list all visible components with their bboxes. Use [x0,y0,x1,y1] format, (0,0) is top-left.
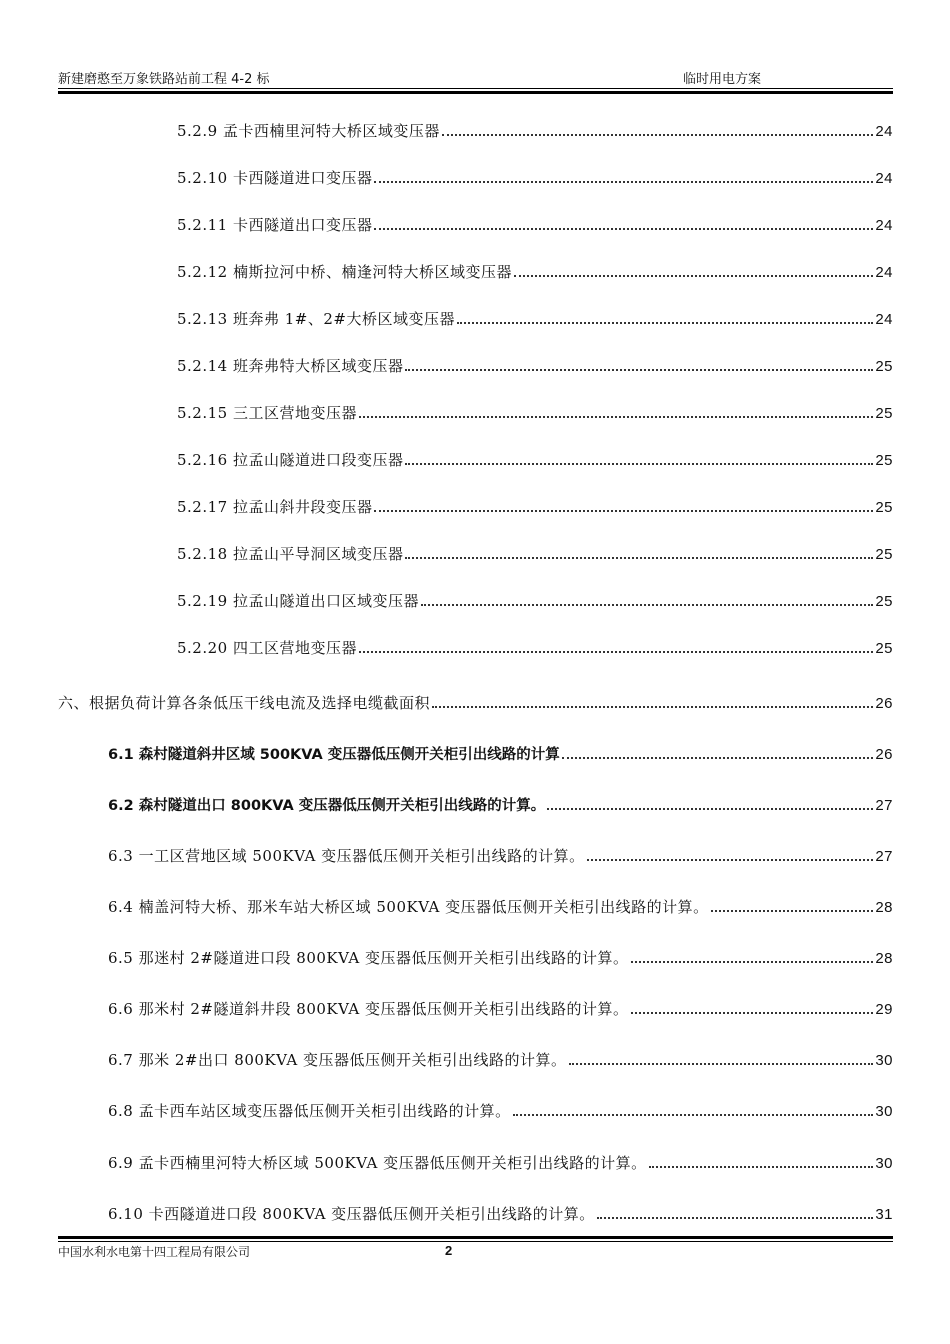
toc-entry-label: 5.2.19 拉孟山隧道出口区域变压器 [177,592,419,610]
toc-entry[interactable] [108,998,893,1019]
dot-leader [442,134,873,136]
toc-entry-label: 六、根据负荷计算各条低压干线电流及选择电缆截面积 [58,694,431,712]
toc-entry-page: 25 [875,546,893,563]
toc-entry-label: 6.5 那迷村 2#隧道进口段 800KVA 变压器低压侧开关柜引出线路的计算。 [108,949,629,967]
dot-leader [547,808,873,810]
toc-entry-label: 6.4 楠盖河特大桥、那米车站大桥区域 500KVA 变压器低压侧开关柜引出线路的计算。 [108,898,709,916]
toc-entry-label: 6.9 孟卡西楠里河特大桥区域 500KVA 变压器低压侧开关柜引出线路的计算。 [108,1154,647,1172]
toc-entry-label: 5.2.14 班奔弗特大桥区域变压器 [177,357,404,375]
toc-entry[interactable] [177,637,893,658]
footer-rule-thin [58,1241,893,1242]
dot-leader [432,706,873,708]
toc-entry-page: 27 [875,848,893,865]
page-header [58,68,893,88]
toc-entry[interactable] [108,1152,893,1173]
company-name: 中国水利水电第十四工程局有限公司 [58,1245,251,1259]
dot-leader [405,369,873,371]
toc-entry-page: 24 [875,170,893,187]
dot-leader [405,463,873,465]
toc-entry[interactable] [108,1203,893,1224]
toc-entry[interactable] [177,402,893,423]
dot-leader [562,757,874,759]
toc-entry[interactable] [108,1049,893,1070]
toc-entry-label: 5.2.18 拉孟山平导洞区域变压器 [177,545,404,563]
toc-entry[interactable] [108,845,893,866]
toc-entry-page: 24 [875,264,893,281]
toc-entry-label: 6.6 那米村 2#隧道斜井段 800KVA 变压器低压侧开关柜引出线路的计算。 [108,1000,629,1018]
toc-entry[interactable] [108,1100,893,1121]
dot-leader [374,228,873,230]
toc-entry-label: 5.2.20 四工区营地变压器 [177,639,357,657]
toc-entry[interactable] [177,543,893,564]
toc-entry[interactable] [177,496,893,517]
toc-entry-page: 25 [875,405,893,422]
toc-entry-page: 30 [875,1052,893,1069]
toc-entry-page: 31 [875,1206,893,1223]
toc-entry[interactable] [177,120,893,141]
dot-leader [631,961,874,963]
toc-entry[interactable] [108,896,893,917]
toc-entry[interactable] [108,743,893,764]
toc-entry-page: 25 [875,358,893,375]
toc-entry-page: 25 [875,640,893,657]
header-rule-thick [58,91,893,94]
toc-entry-label: 6.7 那米 2#出口 800KVA 变压器低压侧开关柜引出线路的计算。 [108,1051,567,1069]
dot-leader [513,1114,874,1116]
toc-entry-page: 25 [875,593,893,610]
toc-entry-label: 5.2.10 卡西隧道进口变压器 [177,169,373,187]
dot-leader [711,910,874,912]
toc-entry-page: 24 [875,123,893,140]
toc-entry-page: 30 [875,1103,893,1120]
toc-chapter-entry[interactable] [58,692,893,713]
toc-entry-page: 29 [875,1001,893,1018]
toc-entry[interactable] [177,167,893,188]
dot-leader [569,1063,874,1065]
dot-leader [587,859,874,861]
dot-leader [631,1012,874,1014]
toc-entry-page: 26 [875,695,893,712]
toc-entry[interactable] [177,308,893,329]
toc-entry-label: 5.2.9 孟卡西楠里河特大桥区域变压器 [177,122,440,140]
toc-entry[interactable] [108,794,893,815]
dot-leader [514,275,873,277]
toc-entry-page: 27 [875,797,893,814]
toc-entry[interactable] [177,355,893,376]
dot-leader [359,416,873,418]
toc-entry-label: 5.2.16 拉孟山隧道进口段变压器 [177,451,404,469]
dot-leader [374,181,873,183]
toc-entry-label: 5.2.17 拉孟山斜井段变压器 [177,498,373,516]
dot-leader [405,557,873,559]
page-footer [58,1243,893,1263]
toc-entry-page: 25 [875,499,893,516]
page-number: 2 [445,1243,453,1258]
toc-entry-label: 5.2.11 卡西隧道出口变压器 [177,216,373,234]
toc-entry[interactable] [177,590,893,611]
toc-entry-label: 5.2.13 班奔弗 1#、2#大桥区域变压器 [177,310,455,328]
toc-entry-label: 6.10 卡西隧道进口段 800KVA 变压器低压侧开关柜引出线路的计算。 [108,1205,595,1223]
toc-entry-page: 28 [875,950,893,967]
dot-leader [649,1166,874,1168]
toc-entry-label: 5.2.15 三工区营地变压器 [177,404,357,422]
toc-entry[interactable] [177,449,893,470]
project-name: 新建磨憨至万象铁路站前工程 4-2 标 [58,72,270,87]
dot-leader [374,510,873,512]
dot-leader [359,651,873,653]
toc-entry-page: 30 [875,1155,893,1172]
toc-entry-page: 24 [875,311,893,328]
toc-entry-label: 5.2.12 楠斯拉河中桥、楠逢河特大桥区域变压器 [177,263,512,281]
header-rule-thin [58,88,893,89]
toc-entry-page: 28 [875,899,893,916]
toc-entry-label: 6.2 森村隧道出口 800KVA 变压器低压侧开关柜引出线路的计算。 [108,798,546,814]
toc-entry-page: 24 [875,217,893,234]
toc-entry[interactable] [177,214,893,235]
dot-leader [421,604,873,606]
toc-entry-page: 25 [875,452,893,469]
dot-leader [597,1217,874,1219]
footer-rule-thick [58,1236,893,1239]
dot-leader [457,322,873,324]
document-title: 临时用电方案 [683,72,762,87]
toc-entry-label: 6.1 森村隧道斜井区域 500KVA 变压器低压侧开关柜引出线路的计算 [108,747,560,763]
toc-entry-page: 26 [875,746,893,763]
toc-entry[interactable] [177,261,893,282]
toc-entry[interactable] [108,947,893,968]
toc-entry-label: 6.3 一工区营地区域 500KVA 变压器低压侧开关柜引出线路的计算。 [108,847,585,865]
toc-entry-label: 6.8 孟卡西车站区域变压器低压侧开关柜引出线路的计算。 [108,1102,511,1120]
